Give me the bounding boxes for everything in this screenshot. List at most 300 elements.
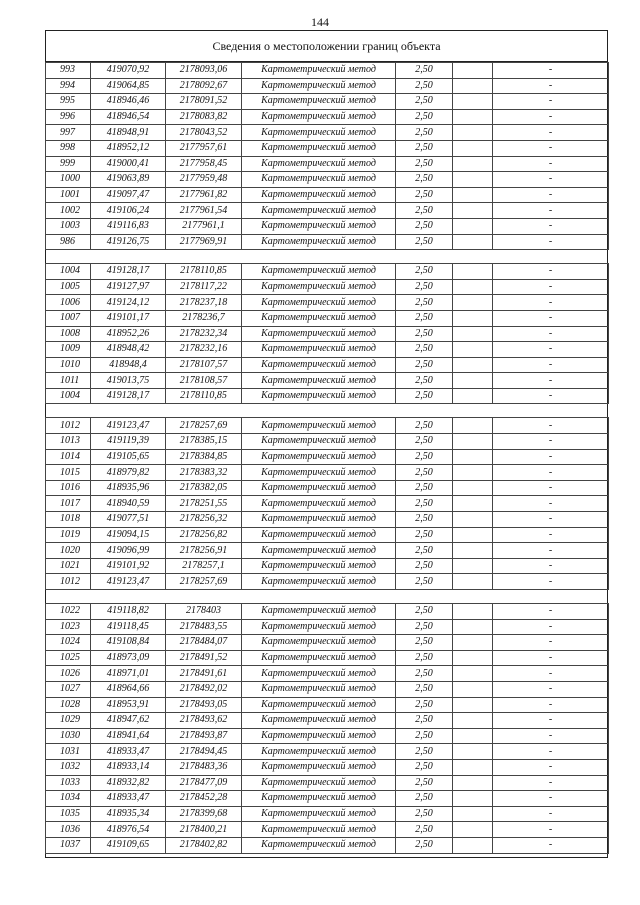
accuracy-cell: 2,50 [396,140,453,156]
accuracy-cell: 2,50 [396,527,453,543]
point-number-cell: 1004 [46,388,91,404]
table-row [46,264,609,280]
table-row [46,156,609,172]
point-number-cell: 1003 [46,218,91,234]
empty-cell [453,681,493,697]
accuracy-cell: 2,50 [396,357,453,373]
description-cell: - [493,125,609,141]
y-coordinate-cell: 2177959,48 [166,172,242,188]
point-number-cell: 1033 [46,775,91,791]
x-coordinate-cell: 419123,47 [91,418,166,434]
accuracy-cell: 2,50 [396,822,453,838]
point-number-cell: 1006 [46,295,91,311]
method-cell: Картометрический метод [242,156,396,172]
x-coordinate-cell: 419116,83 [91,218,166,234]
accuracy-cell: 2,50 [396,156,453,172]
accuracy-cell: 2,50 [396,63,453,79]
accuracy-cell: 2,50 [396,635,453,651]
method-cell: Картометрический метод [242,806,396,822]
point-number-cell: 1015 [46,465,91,481]
description-cell: - [493,109,609,125]
accuracy-cell: 2,50 [396,574,453,590]
description-cell: - [493,791,609,807]
point-number-cell: 1031 [46,744,91,760]
x-coordinate-cell: 419000,41 [91,156,166,172]
x-coordinate-cell: 418946,46 [91,94,166,110]
empty-cell [453,156,493,172]
empty-cell [453,434,493,450]
y-coordinate-cell: 2178257,1 [166,558,242,574]
x-coordinate-cell: 418979,82 [91,465,166,481]
y-coordinate-cell: 2178236,7 [166,310,242,326]
y-coordinate-cell: 2178493,05 [166,697,242,713]
accuracy-cell: 2,50 [396,187,453,203]
table-row [46,140,609,156]
y-coordinate-cell: 2178452,28 [166,791,242,807]
description-cell: - [493,388,609,404]
description-cell: - [493,806,609,822]
table-row [46,837,609,853]
method-cell: Картометрический метод [242,512,396,528]
accuracy-cell: 2,50 [396,713,453,729]
y-coordinate-cell: 2178403 [166,604,242,620]
empty-cell [453,806,493,822]
method-cell: Картометрический метод [242,109,396,125]
x-coordinate-cell: 418976,54 [91,822,166,838]
group-separator [46,404,609,418]
method-cell: Картометрический метод [242,558,396,574]
table-row [46,295,609,311]
point-number-cell: 993 [46,63,91,79]
accuracy-cell: 2,50 [396,681,453,697]
point-number-cell: 998 [46,140,91,156]
empty-cell [453,697,493,713]
method-cell: Картометрический метод [242,418,396,434]
empty-cell [453,264,493,280]
y-coordinate-cell: 2178110,85 [166,264,242,280]
y-coordinate-cell: 2178493,87 [166,728,242,744]
description-cell: - [493,496,609,512]
accuracy-cell: 2,50 [396,666,453,682]
accuracy-cell: 2,50 [396,496,453,512]
table-row [46,326,609,342]
description-cell: - [493,172,609,188]
method-cell: Картометрический метод [242,666,396,682]
y-coordinate-cell: 2178382,05 [166,480,242,496]
method-cell: Картометрический метод [242,697,396,713]
point-number-cell: 1021 [46,558,91,574]
method-cell: Картометрический метод [242,775,396,791]
description-cell: - [493,728,609,744]
accuracy-cell: 2,50 [396,480,453,496]
accuracy-cell: 2,50 [396,604,453,620]
y-coordinate-cell: 2178256,91 [166,543,242,559]
description-cell: - [493,697,609,713]
empty-cell [453,543,493,559]
description-cell: - [493,63,609,79]
x-coordinate-cell: 418948,42 [91,342,166,358]
description-cell: - [493,234,609,250]
x-coordinate-cell: 419118,45 [91,619,166,635]
y-coordinate-cell: 2178092,67 [166,78,242,94]
table-row [46,558,609,574]
description-cell: - [493,357,609,373]
x-coordinate-cell: 419106,24 [91,203,166,219]
x-coordinate-cell: 419064,85 [91,78,166,94]
empty-cell [453,357,493,373]
empty-cell [453,775,493,791]
accuracy-cell: 2,50 [396,218,453,234]
description-cell: - [493,187,609,203]
y-coordinate-cell: 2178256,32 [166,512,242,528]
accuracy-cell: 2,50 [396,310,453,326]
accuracy-cell: 2,50 [396,449,453,465]
accuracy-cell: 2,50 [396,279,453,295]
table-row [46,125,609,141]
empty-cell [453,635,493,651]
empty-cell [453,558,493,574]
empty-cell [453,373,493,389]
x-coordinate-cell: 419094,15 [91,527,166,543]
empty-cell [453,791,493,807]
point-number-cell: 1007 [46,310,91,326]
description-cell: - [493,527,609,543]
x-coordinate-cell: 419070,92 [91,63,166,79]
y-coordinate-cell: 2178385,15 [166,434,242,450]
x-coordinate-cell: 418973,09 [91,650,166,666]
y-coordinate-cell: 2178477,09 [166,775,242,791]
table-row [46,373,609,389]
table-row [46,434,609,450]
empty-cell [453,187,493,203]
x-coordinate-cell: 418932,82 [91,775,166,791]
table-row [46,496,609,512]
method-cell: Картометрический метод [242,635,396,651]
point-number-cell: 1001 [46,187,91,203]
accuracy-cell: 2,50 [396,791,453,807]
method-cell: Картометрический метод [242,78,396,94]
point-number-cell: 1012 [46,574,91,590]
y-coordinate-cell: 2178399,68 [166,806,242,822]
x-coordinate-cell: 418952,26 [91,326,166,342]
point-number-cell: 1009 [46,342,91,358]
y-coordinate-cell: 2178257,69 [166,574,242,590]
description-cell: - [493,264,609,280]
description-cell: - [493,744,609,760]
x-coordinate-cell: 418952,12 [91,140,166,156]
accuracy-cell: 2,50 [396,558,453,574]
point-number-cell: 1025 [46,650,91,666]
point-number-cell: 997 [46,125,91,141]
point-number-cell: 986 [46,234,91,250]
table-row [46,203,609,219]
point-number-cell: 1022 [46,604,91,620]
x-coordinate-cell: 419124,12 [91,295,166,311]
x-coordinate-cell: 419118,82 [91,604,166,620]
method-cell: Картометрический метод [242,357,396,373]
table-row [46,822,609,838]
point-number-cell: 995 [46,94,91,110]
accuracy-cell: 2,50 [396,125,453,141]
table-row [46,388,609,404]
empty-cell [453,326,493,342]
x-coordinate-cell: 418948,4 [91,357,166,373]
empty-cell [453,465,493,481]
point-number-cell: 1034 [46,791,91,807]
x-coordinate-cell: 419127,97 [91,279,166,295]
empty-cell [453,203,493,219]
empty-cell [453,480,493,496]
section-title: Сведения о местоположении границ объекта [46,31,607,62]
method-cell: Картометрический метод [242,125,396,141]
x-coordinate-cell: 419128,17 [91,388,166,404]
empty-cell [453,574,493,590]
table-row [46,619,609,635]
x-coordinate-cell: 418933,47 [91,791,166,807]
empty-cell [453,63,493,79]
empty-cell [453,125,493,141]
y-coordinate-cell: 2177961,82 [166,187,242,203]
empty-cell [453,295,493,311]
method-cell: Картометрический метод [242,234,396,250]
x-coordinate-cell: 419128,17 [91,264,166,280]
empty-cell [453,234,493,250]
method-cell: Картометрический метод [242,822,396,838]
y-coordinate-cell: 2178384,85 [166,449,242,465]
accuracy-cell: 2,50 [396,326,453,342]
table-row [46,775,609,791]
y-coordinate-cell: 2178483,55 [166,619,242,635]
empty-cell [453,218,493,234]
y-coordinate-cell: 2178257,69 [166,418,242,434]
description-cell: - [493,713,609,729]
accuracy-cell: 2,50 [396,342,453,358]
y-coordinate-cell: 2177958,45 [166,156,242,172]
empty-cell [453,619,493,635]
accuracy-cell: 2,50 [396,512,453,528]
table-row [46,681,609,697]
y-coordinate-cell: 2178232,34 [166,326,242,342]
y-coordinate-cell: 2177961,54 [166,203,242,219]
method-cell: Картометрический метод [242,543,396,559]
empty-cell [453,822,493,838]
table-row [46,697,609,713]
method-cell: Картометрический метод [242,388,396,404]
table-row [46,63,609,79]
method-cell: Картометрический метод [242,759,396,775]
description-cell: - [493,140,609,156]
description-cell: - [493,373,609,389]
x-coordinate-cell: 418933,47 [91,744,166,760]
x-coordinate-cell: 418948,91 [91,125,166,141]
accuracy-cell: 2,50 [396,373,453,389]
point-number-cell: 1024 [46,635,91,651]
description-cell: - [493,543,609,559]
y-coordinate-cell: 2178484,07 [166,635,242,651]
empty-cell [453,496,493,512]
point-number-cell: 1011 [46,373,91,389]
table-row [46,109,609,125]
point-number-cell: 1037 [46,837,91,853]
empty-cell [453,837,493,853]
description-cell: - [493,837,609,853]
description-cell: - [493,558,609,574]
point-number-cell: 1004 [46,264,91,280]
empty-cell [453,78,493,94]
accuracy-cell: 2,50 [396,759,453,775]
y-coordinate-cell: 2178091,52 [166,94,242,110]
description-cell: - [493,759,609,775]
x-coordinate-cell: 419105,65 [91,449,166,465]
y-coordinate-cell: 2178237,18 [166,295,242,311]
table-row [46,342,609,358]
x-coordinate-cell: 418940,59 [91,496,166,512]
x-coordinate-cell: 419013,75 [91,373,166,389]
accuracy-cell: 2,50 [396,94,453,110]
point-number-cell: 1027 [46,681,91,697]
table-row [46,418,609,434]
point-number-cell: 1030 [46,728,91,744]
table-row [46,187,609,203]
point-number-cell: 1000 [46,172,91,188]
description-cell: - [493,342,609,358]
y-coordinate-cell: 2178083,82 [166,109,242,125]
empty-cell [453,512,493,528]
table-row [46,650,609,666]
table-row [46,527,609,543]
description-cell: - [493,822,609,838]
point-number-cell: 1016 [46,480,91,496]
description-cell: - [493,512,609,528]
point-number-cell: 1002 [46,203,91,219]
x-coordinate-cell: 418941,64 [91,728,166,744]
y-coordinate-cell: 2178043,52 [166,125,242,141]
method-cell: Картометрический метод [242,63,396,79]
empty-cell [453,388,493,404]
accuracy-cell: 2,50 [396,388,453,404]
point-number-cell: 1020 [46,543,91,559]
table-row [46,744,609,760]
description-cell: - [493,310,609,326]
method-cell: Картометрический метод [242,496,396,512]
x-coordinate-cell: 419126,75 [91,234,166,250]
table-row [46,512,609,528]
table-row [46,357,609,373]
description-cell: - [493,78,609,94]
method-cell: Картометрический метод [242,187,396,203]
x-coordinate-cell: 419096,99 [91,543,166,559]
point-number-cell: 1019 [46,527,91,543]
description-cell: - [493,480,609,496]
table-row [46,218,609,234]
y-coordinate-cell: 2178493,62 [166,713,242,729]
empty-cell [453,666,493,682]
accuracy-cell: 2,50 [396,837,453,853]
description-cell: - [493,434,609,450]
table-row [46,728,609,744]
description-cell: - [493,574,609,590]
point-number-cell: 1036 [46,822,91,838]
table-row [46,806,609,822]
method-cell: Картометрический метод [242,94,396,110]
coordinates-table [45,62,609,854]
method-cell: Картометрический метод [242,342,396,358]
description-cell: - [493,604,609,620]
empty-cell [453,728,493,744]
accuracy-cell: 2,50 [396,543,453,559]
point-number-cell: 1005 [46,279,91,295]
y-coordinate-cell: 2178232,16 [166,342,242,358]
y-coordinate-cell: 2178492,02 [166,681,242,697]
empty-cell [453,449,493,465]
table-row [46,279,609,295]
y-coordinate-cell: 2177961,1 [166,218,242,234]
accuracy-cell: 2,50 [396,619,453,635]
description-cell: - [493,326,609,342]
accuracy-cell: 2,50 [396,434,453,450]
separator-cell [46,250,609,264]
table-row [46,635,609,651]
y-coordinate-cell: 2178107,57 [166,357,242,373]
x-coordinate-cell: 419063,89 [91,172,166,188]
method-cell: Картометрический метод [242,218,396,234]
separator-cell [46,590,609,604]
y-coordinate-cell: 2178108,57 [166,373,242,389]
table-row [46,94,609,110]
method-cell: Картометрический метод [242,744,396,760]
empty-cell [453,713,493,729]
description-cell: - [493,203,609,219]
empty-cell [453,172,493,188]
x-coordinate-cell: 419101,92 [91,558,166,574]
empty-cell [453,418,493,434]
accuracy-cell: 2,50 [396,744,453,760]
table-row [46,449,609,465]
accuracy-cell: 2,50 [396,650,453,666]
y-coordinate-cell: 2177969,91 [166,234,242,250]
point-number-cell: 1012 [46,418,91,434]
empty-cell [453,527,493,543]
table-row [46,791,609,807]
separator-cell [46,404,609,418]
table-row [46,172,609,188]
method-cell: Картометрический метод [242,574,396,590]
description-cell: - [493,650,609,666]
table-row [46,78,609,94]
point-number-cell: 1018 [46,512,91,528]
description-cell: - [493,666,609,682]
group-separator [46,590,609,604]
accuracy-cell: 2,50 [396,775,453,791]
description-cell: - [493,681,609,697]
table-row [46,234,609,250]
y-coordinate-cell: 2178251,55 [166,496,242,512]
accuracy-cell: 2,50 [396,78,453,94]
group-separator [46,250,609,264]
accuracy-cell: 2,50 [396,806,453,822]
x-coordinate-cell: 418964,66 [91,681,166,697]
accuracy-cell: 2,50 [396,264,453,280]
empty-cell [453,109,493,125]
y-coordinate-cell: 2177957,61 [166,140,242,156]
x-coordinate-cell: 418953,91 [91,697,166,713]
method-cell: Картометрический метод [242,295,396,311]
method-cell: Картометрический метод [242,172,396,188]
point-number-cell: 1017 [46,496,91,512]
method-cell: Картометрический метод [242,140,396,156]
method-cell: Картометрический метод [242,480,396,496]
description-cell: - [493,775,609,791]
